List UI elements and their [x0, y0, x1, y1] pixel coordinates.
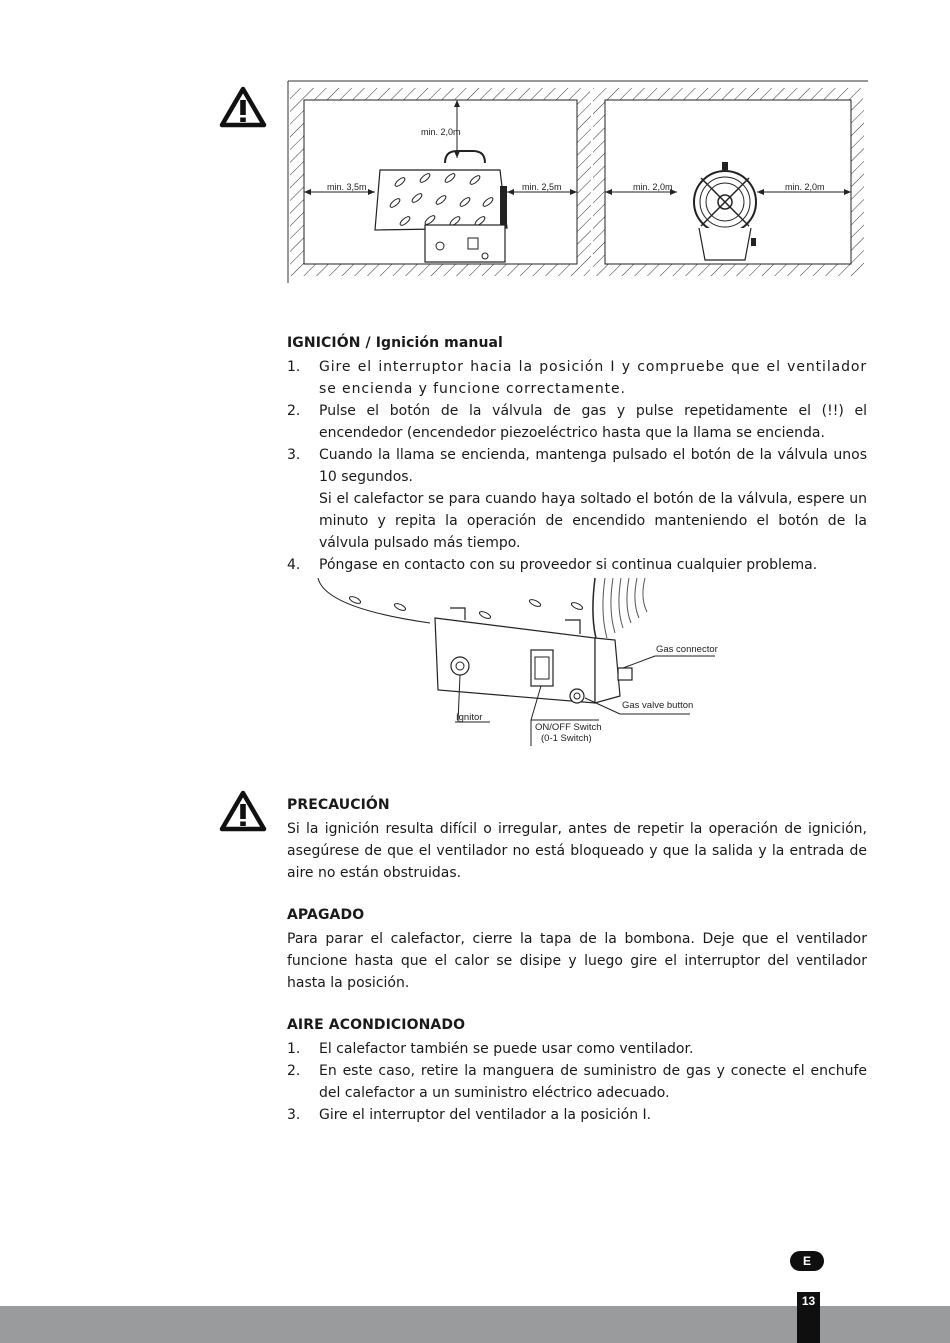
language-badge: E	[790, 1251, 824, 1271]
list-text: Cuando la llama se encienda, mantenga pulsado el botón de la válvula unos 10 segundos.	[319, 447, 867, 485]
switch-sublabel: (0-1 Switch)	[541, 733, 592, 744]
gas-connector-label: Gas connector	[656, 644, 718, 655]
list-item	[287, 1060, 867, 1104]
clearance-diagram	[285, 78, 870, 288]
ignitor-label: Ignitor	[456, 712, 483, 723]
list-text: En este caso, retire la manguera de suministro de gas y conecte el enchufe del calefactor a un suministro eléctrico adecuado.	[319, 1063, 867, 1101]
switch-label: ON/OFF Switch	[535, 722, 602, 733]
list-item	[287, 554, 867, 576]
list-text: Póngase en contacto con su proveedor si continua cualquier problema.	[319, 557, 818, 573]
page-number: 13	[797, 1292, 820, 1343]
list-number: 4.	[287, 557, 301, 573]
list-item	[287, 1104, 867, 1126]
label-min-top: min. 2,0m	[421, 127, 461, 137]
label-front-min-left: min. 2,0m	[633, 182, 673, 192]
shutdown-text: Para parar el calefactor, cierre la tapa de la bombona. Deje que el ventilador funcione hasta que el calor se disipe y luego gire el interruptor del ventilador hasta la posición.	[287, 931, 867, 991]
list-number: 3.	[287, 447, 301, 463]
list-item	[287, 444, 867, 554]
warning-icon	[219, 790, 267, 832]
label-min-left: min. 3,5m	[327, 182, 367, 192]
ignition-heading: IGNICIÓN / Ignición manual	[287, 335, 503, 351]
list-number: 2.	[287, 1063, 301, 1079]
caution-text: Si la ignición resulta difícil o irregular, antes de repetir la operación de ignición, asegúrese de que el ventilador no está bloqueado y que la salida y la entrada de aire no están obstruidas.	[287, 821, 867, 881]
list-text: Gire el interruptor del ventilador a la posición I.	[319, 1107, 652, 1123]
list-number: 1.	[287, 1041, 301, 1057]
heater-controls-diagram	[315, 578, 725, 748]
caution-heading: PRECAUCIÓN	[287, 797, 390, 813]
warning-icon	[219, 86, 267, 128]
list-number: 1.	[287, 359, 301, 375]
list-item	[287, 356, 867, 400]
list-number: 2.	[287, 403, 301, 419]
list-number: 3.	[287, 1107, 301, 1123]
shutdown-heading: APAGADO	[287, 907, 365, 923]
gas-valve-button-label: Gas valve button	[622, 700, 694, 711]
label-front-min-right: min. 2,0m	[785, 182, 825, 192]
aircon-heading: AIRE ACONDICIONADO	[287, 1017, 466, 1033]
list-item	[287, 400, 867, 444]
list-text: Gire el interruptor hacia la posición I y compruebe que el ventilador se encienda y funcione correctamente.	[319, 359, 867, 397]
list-item	[287, 1038, 867, 1060]
list-text-extra: Si el calefactor se para cuando haya soltado el botón de la válvula, espere un minuto y repita la operación de encendido manteniendo el botón de la válvula pulsado más tiempo.	[319, 491, 867, 551]
list-text: El calefactor también se puede usar como ventilador.	[319, 1041, 694, 1057]
list-text: Pulse el botón de la válvula de gas y pulse repetidamente el (!!) el encendedor (encendedor piezoeléctrico hasta que la llama se encienda.	[319, 403, 867, 441]
label-min-right: min. 2,5m	[522, 182, 562, 192]
